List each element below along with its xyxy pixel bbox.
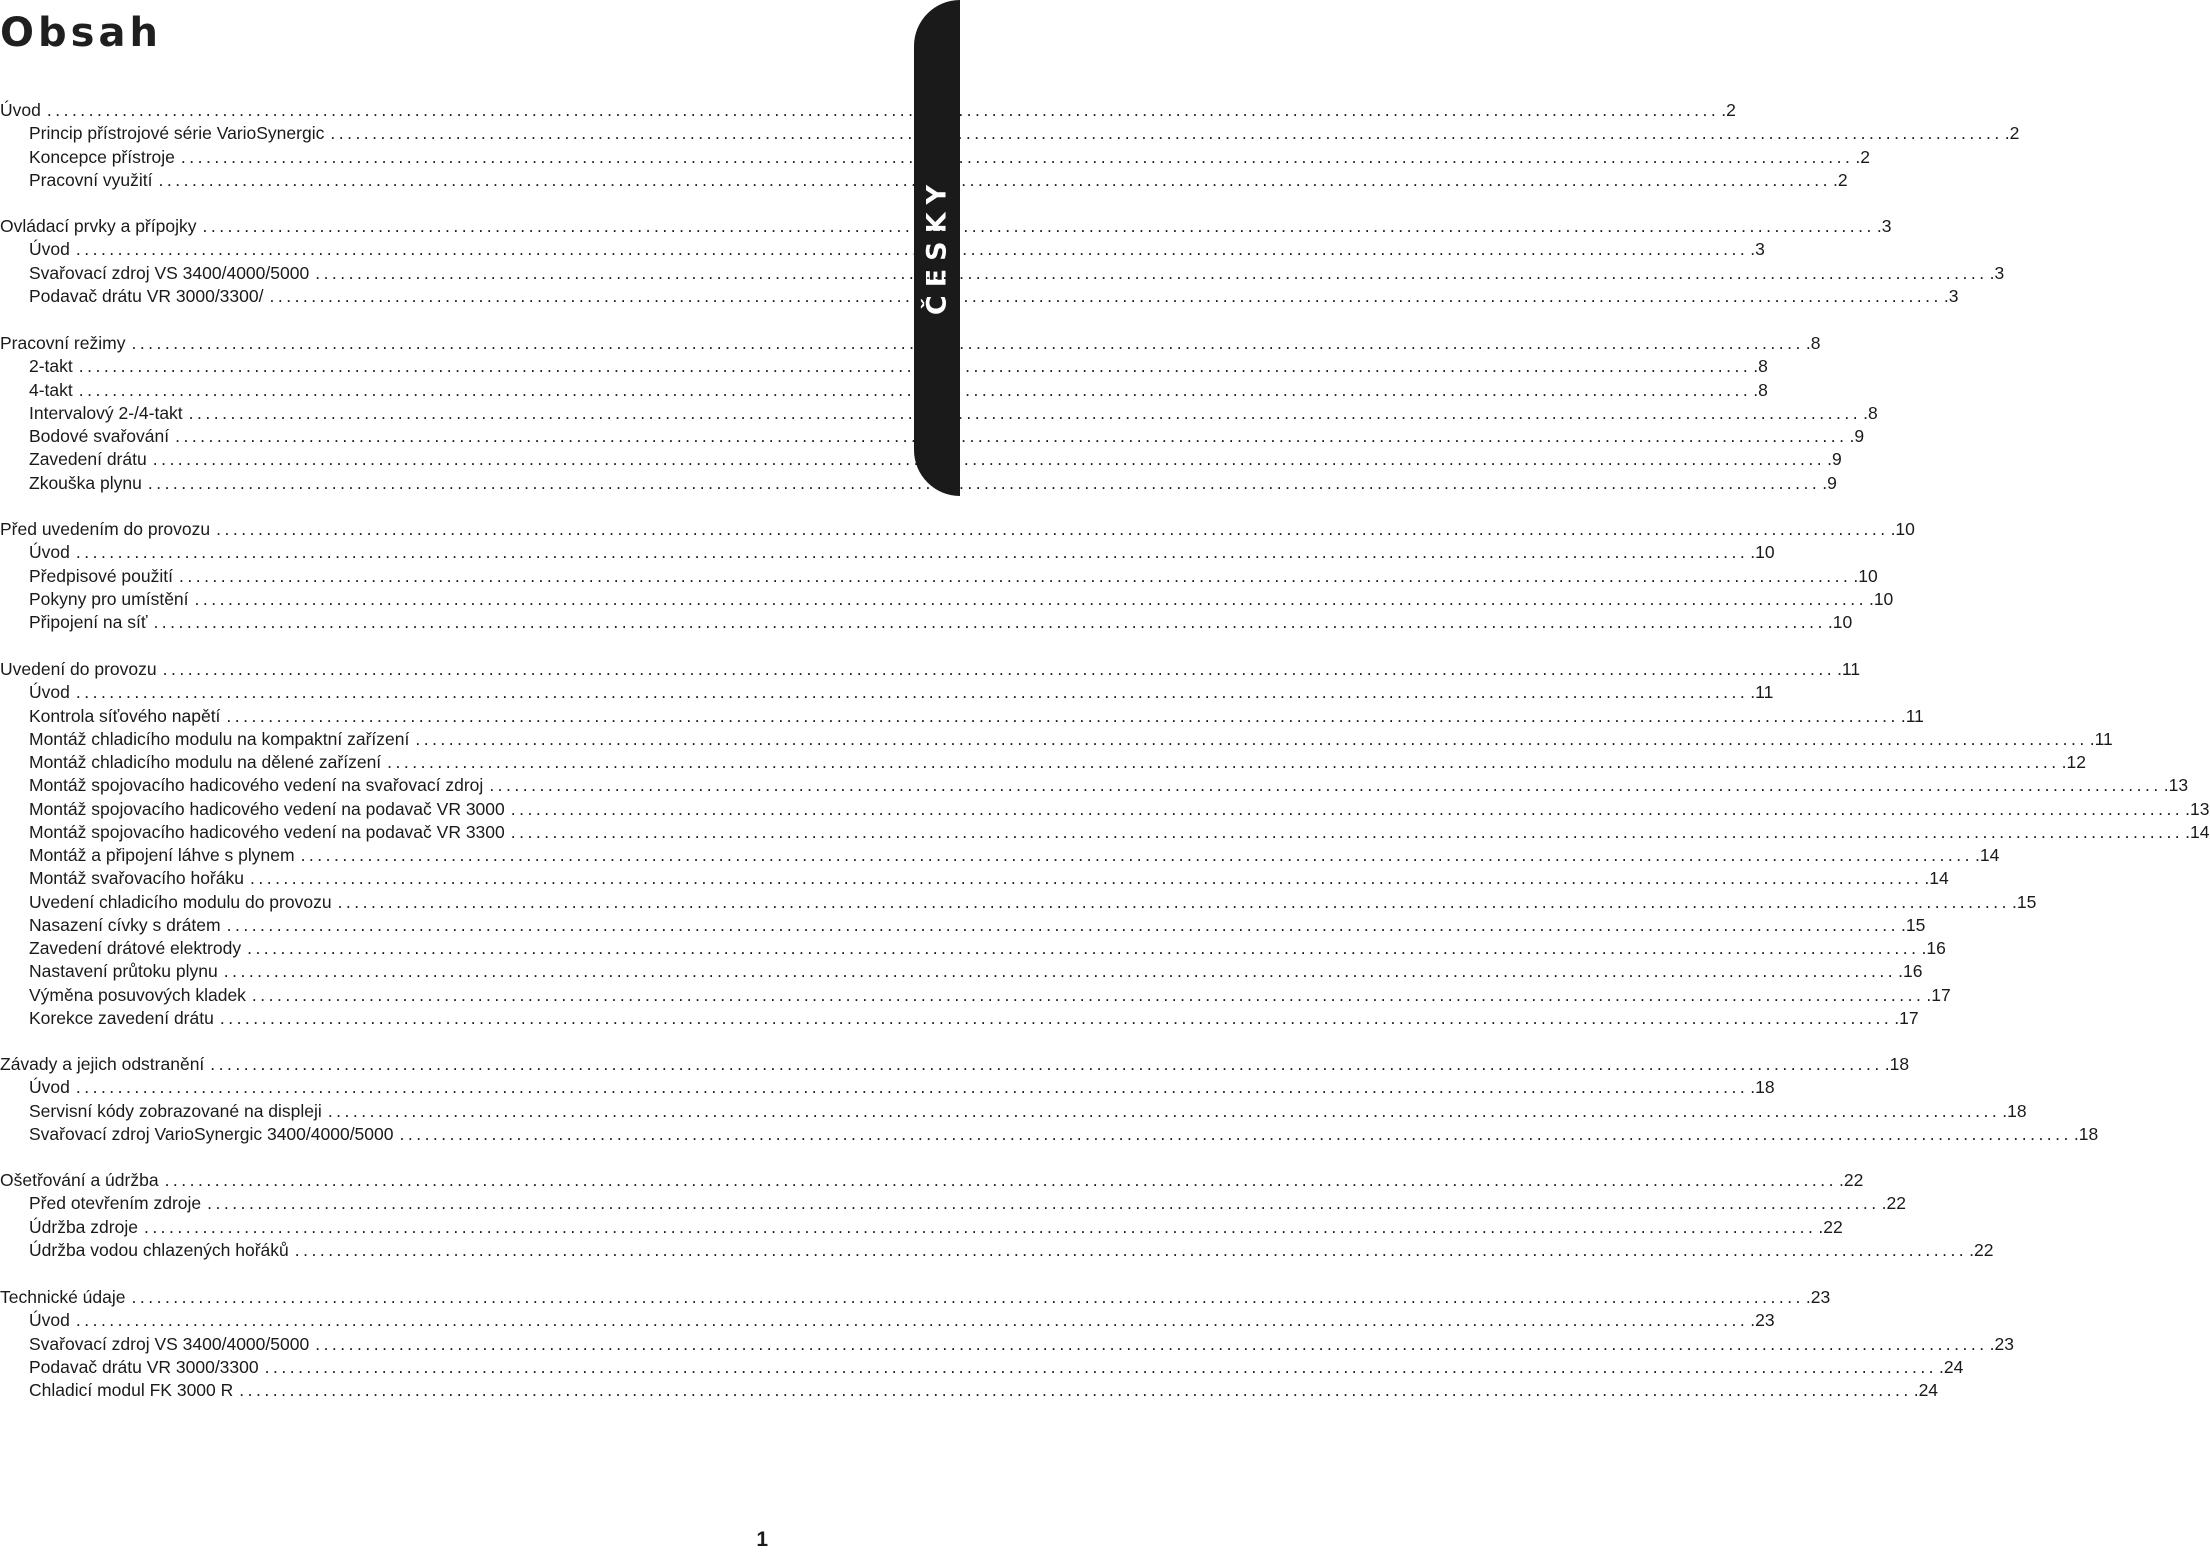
toc-dot-leader: ........................................................................................................................................................................................................ (264, 1356, 1938, 1377)
toc-entry-label: Předpisové použití (29, 565, 173, 586)
toc-entry-label: Podavač drátu VR 3000/3300/ (29, 285, 264, 306)
toc-entry-page: .8 (1805, 333, 1821, 353)
toc-subsection-entry[interactable] (0, 1216, 1843, 1241)
toc-entry-page: .23 (1805, 1287, 1831, 1307)
toc-subsection-entry[interactable] (0, 239, 1765, 263)
toc-dot-leader: ........................................................................................................................................................................................................ (315, 262, 1988, 283)
toc-subsection-entry[interactable] (0, 705, 1924, 730)
toc-subsection-entry[interactable] (0, 798, 2210, 823)
toc-entry-page: .18 (2002, 1100, 2027, 1121)
toc-entry-label: Korekce zavedení drátu (29, 1007, 214, 1028)
toc-dot-leader: ........................................................................................................................................................................................................ (510, 821, 2184, 842)
toc-entry-label: Uvedení chladicího modulu do provozu (29, 891, 332, 912)
toc-entry-page: .9 (1849, 426, 1865, 446)
toc-dot-leader: ........................................................................................................................................................................................................ (510, 798, 2184, 819)
toc-entry-page: .17 (1894, 1007, 1919, 1028)
toc-entry-label: Zkouška plynu (29, 472, 142, 493)
toc-subsection-entry[interactable] (0, 868, 1949, 892)
toc-dot-leader: ........................................................................................................................................................................................................ (239, 1380, 1912, 1400)
toc-entry-label: Montáž chladicího modulu na kompaktní zařízení (29, 728, 410, 749)
toc-dot-leader: ........................................................................................................................................................................................................ (300, 845, 1973, 865)
toc-entry-label: Montáž svařovacího hořáku (29, 868, 244, 889)
toc-entry-label: Podavač drátu VR 3000/3300 (29, 1356, 259, 1377)
toc-entry-page: .13 (2185, 798, 2210, 819)
toc-entry-label: Pracovní režimy (0, 333, 126, 353)
toc-entry-page: .2 (1832, 169, 1848, 190)
toc-entry-label: Montáž spojovacího hadicového vedení na podavač VR 3000 (29, 798, 505, 819)
toc-entry-label: Výměna posuvových kladek (29, 984, 246, 1005)
toc-entry-page: .10 (1853, 565, 1878, 586)
toc-subsection-entry[interactable] (0, 1333, 2014, 1358)
toc-section-entry[interactable] (0, 100, 1736, 124)
toc-entry-label: Uvedení do provozu (0, 659, 157, 679)
toc-section-entry[interactable] (0, 519, 1915, 543)
toc-entry-label: Koncepce přístroje (29, 146, 175, 167)
toc-dot-leader: ........................................................................................................................................................................................................ (75, 682, 1749, 703)
toc-dot-leader: ........................................................................................................................................................................................................ (489, 775, 2162, 796)
toc-dot-leader: ........................................................................................................................................................................................................ (223, 961, 1897, 982)
toc-entry-label: Před otevřením zdroje (29, 1193, 202, 1214)
toc-entry-page: .2 (2004, 123, 2020, 144)
toc-subsection-entry[interactable] (0, 1193, 1906, 1217)
toc-entry-page: .14 (1924, 868, 1949, 889)
toc-entry-page: .23 (1750, 1310, 1775, 1331)
toc-entry-page: .23 (1989, 1333, 2014, 1354)
toc-entry-label: Bodové svařování (29, 426, 170, 446)
toc-subsection-entry[interactable] (0, 542, 1775, 566)
toc-section-entry[interactable] (0, 1054, 1910, 1078)
toc-subsection-entry[interactable] (0, 914, 1926, 939)
toc-dot-leader: ........................................................................................................................................................................................................ (46, 100, 1720, 120)
toc-dot-leader: ........................................................................................................................................................................................................ (330, 123, 2003, 144)
toc-subsection-entry[interactable] (0, 472, 1837, 497)
toc-entry-label: Montáž chladicího modulu na dělené zařízení (29, 752, 382, 772)
toc-dot-leader: ........................................................................................................................................................................................................ (337, 891, 2010, 912)
toc-section-entry[interactable] (0, 216, 1892, 240)
toc-entry-page: .3 (1943, 285, 1959, 306)
toc-subsection-entry[interactable] (0, 262, 2005, 287)
toc-entry-label: Pracovní využití (29, 169, 153, 190)
toc-entry-label: Pokyny pro umístění (29, 588, 189, 609)
toc-entry-page: .24 (1913, 1380, 1939, 1400)
toc-entry-page: .15 (2011, 891, 2037, 912)
toc-entry-label: Úvod (29, 239, 70, 260)
toc-entry-page: .14 (2185, 821, 2210, 842)
toc-entry-page: .17 (1926, 984, 1951, 1005)
toc-entry-label: Ovládací prvky a přípojky (0, 216, 197, 236)
toc-subsection-entry[interactable] (0, 845, 2000, 869)
toc-subsection-entry[interactable] (0, 169, 1848, 194)
toc-dot-leader: ........................................................................................................................................................................................................ (216, 519, 1889, 539)
toc-subsection-entry[interactable] (0, 821, 2210, 846)
toc-section-entry[interactable] (0, 1287, 1831, 1311)
toc-subsection-entry[interactable] (0, 565, 1878, 590)
toc-dot-leader: ........................................................................................................................................................................................................ (75, 1310, 1749, 1331)
toc-entry-page: .2 (1855, 146, 1870, 167)
toc-entry-label: Zavedení drátové elektrody (29, 938, 242, 958)
toc-subsection-entry[interactable] (0, 1123, 2099, 1148)
toc-dot-leader: ........................................................................................................................................................................................................ (152, 449, 1826, 470)
toc-entry-page: .10 (1868, 588, 1894, 609)
toc-entry-page: .16 (1898, 961, 1923, 982)
toc-subsection-entry[interactable] (0, 1077, 1775, 1101)
toc-dot-leader: ........................................................................................................................................................................................................ (162, 659, 1836, 679)
toc-entry-label: Montáž a připojení láhve s plynem (29, 845, 295, 865)
toc-subsection-entry[interactable] (0, 123, 2020, 147)
toc-subsection-entry[interactable] (0, 285, 1959, 310)
toc-dot-leader: ........................................................................................................................................................................................................ (78, 379, 1752, 400)
toc-entry-page: .3 (1750, 239, 1765, 260)
toc-entry-page: .2 (1721, 100, 1736, 120)
toc-entry-page: .18 (1884, 1054, 1910, 1074)
toc-entry-page: .22 (1881, 1193, 1906, 1214)
toc-dot-leader: ........................................................................................................................................................................................................ (175, 426, 1848, 446)
toc-entry-page: .22 (1969, 1239, 1994, 1260)
page-number: 1 (756, 1528, 768, 1551)
toc-entry-label: 2-takt (29, 356, 73, 377)
toc-subsection-entry[interactable] (0, 891, 2037, 916)
toc-dot-leader: ........................................................................................................................................................................................................ (251, 984, 1925, 1005)
toc-dot-leader: ........................................................................................................................................................................................................ (75, 1077, 1749, 1098)
toc-entry-label: Úvod (29, 682, 70, 703)
toc-subsection-entry[interactable] (0, 356, 1768, 380)
toc-entry-label: Svařovací zdroj VS 3400/4000/5000 (29, 1333, 310, 1354)
toc-entry-label: Připojení na síť (29, 612, 148, 632)
toc-entry-label: Princip přístrojové série VarioSynergic (29, 123, 325, 144)
toc-dot-leader: ........................................................................................................................................................................................................ (315, 1333, 1988, 1354)
toc-dot-leader: ........................................................................................................................................................................................................ (180, 146, 1854, 167)
toc-entry-label: Chladicí modul FK 3000 R (29, 1380, 234, 1400)
toc-entry-page: .22 (1818, 1216, 1843, 1237)
toc-dot-leader: ........................................................................................................................................................................................................ (327, 1100, 2001, 1121)
toc-dot-leader: ........................................................................................................................................................................................................ (387, 752, 2060, 772)
toc-subsection-entry[interactable] (0, 1310, 1775, 1334)
toc-entry-label: Úvod (29, 542, 70, 563)
toc-subsection-entry[interactable] (0, 1007, 1919, 1032)
toc-subsection-entry[interactable] (0, 449, 1842, 473)
toc-entry-page: .8 (1753, 379, 1768, 400)
toc-entry-page: .24 (1939, 1356, 1964, 1377)
toc-entry-page: .3 (1989, 262, 2005, 283)
toc-entry-page: .3 (1876, 216, 1892, 236)
toc-entry-page: .13 (2163, 775, 2189, 796)
toc-dot-leader: ........................................................................................................................................................................................................ (249, 868, 1923, 889)
toc-entry-label: Technické údaje (0, 1287, 126, 1307)
toc-entry-page: .18 (1750, 1077, 1775, 1098)
toc-entry-label: Montáž spojovacího hadicového vedení na podavač VR 3300 (29, 821, 505, 842)
toc-dot-leader: ........................................................................................................................................................................................................ (75, 239, 1749, 260)
toc-subsection-entry[interactable] (0, 426, 1865, 450)
toc-dot-leader: ........................................................................................................................................................................................................ (158, 169, 1831, 190)
toc-entry-label: Před uvedením do provozu (0, 519, 211, 539)
toc-entry-page: .22 (1838, 1170, 1864, 1190)
toc-subsection-entry[interactable] (0, 1239, 1994, 1264)
toc-entry-page: .12 (2061, 752, 2086, 772)
toc-dot-leader: ........................................................................................................................................................................................................ (194, 588, 1867, 609)
toc-section-entry[interactable] (0, 659, 1861, 683)
toc-entry-page: .16 (1921, 938, 1946, 958)
toc-entry-label: Údržba zdroje (29, 1216, 138, 1237)
toc-entry-page: .14 (1974, 845, 2000, 865)
toc-entry-page: .11 (1750, 682, 1774, 703)
toc-dot-leader: ........................................................................................................................................................................................................ (131, 1287, 1804, 1307)
toc-dot-leader: ........................................................................................................................................................................................................ (294, 1239, 1968, 1260)
toc-entry-label: Úvod (29, 1310, 70, 1331)
toc-entry-label: Ošetřování a údržba (0, 1170, 159, 1190)
toc-entry-label: Zavedení drátu (29, 449, 147, 470)
toc-entry-page: .10 (1827, 612, 1853, 632)
toc-subsection-entry[interactable] (0, 752, 2086, 776)
toc-subsection-entry[interactable] (0, 1100, 2027, 1125)
toc-section-entry[interactable] (0, 1170, 1864, 1194)
toc-dot-leader: ........................................................................................................................................................................................................ (247, 938, 1920, 958)
toc-dot-leader: ........................................................................................................................................................................................................ (143, 1216, 1817, 1237)
toc-dot-leader: ........................................................................................................................................................................................................ (226, 705, 1899, 726)
toc-dot-leader: ........................................................................................................................................................................................................ (78, 356, 1752, 377)
toc-dot-leader: ........................................................................................................................................................................................................ (210, 1054, 1883, 1074)
toc-dot-leader: ........................................................................................................................................................................................................ (219, 1007, 1893, 1028)
toc-entry-page: .8 (1863, 402, 1878, 423)
toc-dot-leader: ........................................................................................................................................................................................................ (147, 472, 1821, 493)
toc-entry-label: Úvod (29, 1077, 70, 1098)
toc-entry-label: Svařovací zdroj VS 3400/4000/5000 (29, 262, 310, 283)
toc-section-entry[interactable] (0, 333, 1821, 357)
toc-dot-leader: ........................................................................................................................................................................................................ (131, 333, 1804, 353)
toc-dot-leader: ........................................................................................................................................................................................................ (75, 542, 1749, 563)
toc-entry-label: Úvod (0, 100, 41, 120)
toc-entry-page: .11 (2089, 728, 2113, 749)
toc-entry-label: Intervalový 2-/4-takt (29, 402, 183, 423)
toc-subsection-entry[interactable] (0, 379, 1768, 404)
toc-subsection-entry[interactable] (0, 1356, 1964, 1381)
toc-subsection-entry[interactable] (0, 728, 2113, 753)
toc-entry-label: Montáž spojovacího hadicového vedení na svařovací zdroj (29, 775, 484, 796)
language-label: ČESKY (921, 176, 953, 316)
toc-entry-label: Závady a jejich odstranění (0, 1054, 205, 1074)
toc-entry-page: .18 (2073, 1123, 2099, 1144)
toc-subsection-entry[interactable] (0, 1380, 1939, 1404)
toc-entry-page: .15 (1901, 914, 1926, 935)
toc-dot-leader: ........................................................................................................................................................................................................ (207, 1193, 1880, 1214)
toc-dot-leader: ........................................................................................................................................................................................................ (399, 1123, 2072, 1144)
toc-dot-leader: ........................................................................................................................................................................................................ (226, 914, 1900, 935)
toc-entry-page: .10 (1750, 542, 1775, 563)
toc-entry-page: .11 (1900, 705, 1924, 726)
toc-subsection-entry[interactable] (0, 775, 2189, 799)
toc-subsection-entry[interactable] (0, 984, 1951, 1009)
toc-entry-label: Nasazení cívky s drátem (29, 914, 221, 935)
toc-dot-leader: ........................................................................................................................................................................................................ (269, 285, 1942, 306)
toc-entry-label: Nastavení průtoku plynu (29, 961, 218, 982)
toc-dot-leader: ........................................................................................................................................................................................................ (153, 612, 1826, 632)
toc-entry-page: .10 (1890, 519, 1915, 539)
toc-subsection-entry[interactable] (0, 146, 1870, 171)
toc-entry-page: .8 (1753, 356, 1768, 377)
toc-subsection-entry[interactable] (0, 588, 1894, 613)
toc-entry-label: 4-takt (29, 379, 73, 400)
toc-dot-leader: ........................................................................................................................................................................................................ (202, 216, 1875, 236)
toc-entry-label: Svařovací zdroj VarioSynergic 3400/4000/5000 (29, 1123, 394, 1144)
toc-dot-leader: ........................................................................................................................................................................................................ (178, 565, 1852, 586)
toc-entry-page: .9 (1822, 472, 1837, 493)
toc-subsection-entry[interactable] (0, 682, 1774, 706)
toc-entry-label: Údržba vodou chlazených hořáků (29, 1239, 289, 1260)
toc-dot-leader: ........................................................................................................................................................................................................ (188, 402, 1862, 423)
toc-dot-leader: ........................................................................................................................................................................................................ (415, 728, 2088, 749)
toc-subsection-entry[interactable] (0, 961, 1923, 985)
toc-subsection-entry[interactable] (0, 612, 1853, 636)
page-title: Obsah (0, 10, 162, 56)
toc-dot-leader: ........................................................................................................................................................................................................ (164, 1170, 1837, 1190)
toc-subsection-entry[interactable] (0, 402, 1878, 427)
toc-subsection-entry[interactable] (0, 938, 1946, 962)
toc-entry-page: .11 (1837, 659, 1861, 679)
toc-entry-label: Servisní kódy zobrazované na displeji (29, 1100, 322, 1121)
toc-entry-label: Kontrola síťového napětí (29, 705, 221, 726)
toc-entry-page: .9 (1827, 449, 1842, 470)
